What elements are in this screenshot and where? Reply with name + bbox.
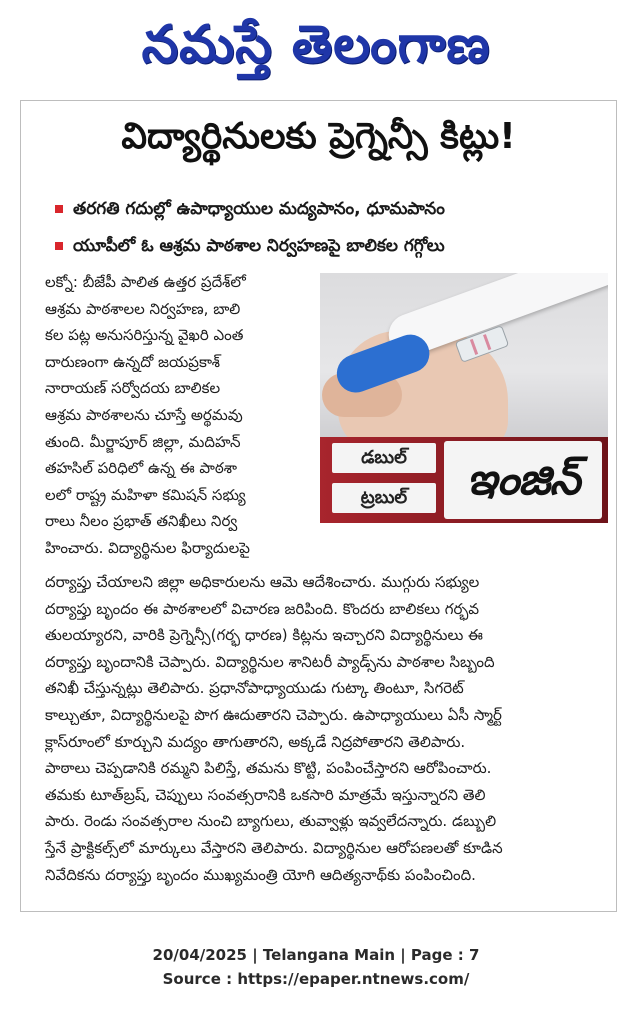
body-line: నివేదికను దర్యాప్తు బృందం ముఖ్యమంత్రి యోగి ఆదిత్యనాథ్‌కు పంపించింది. [45, 865, 476, 884]
article-headline: విద్యార్థినులకు ప్రెగ్నెన్సీ కిట్లు! [121, 116, 516, 157]
double-trouble-banner [320, 437, 608, 523]
article-clipping [20, 100, 617, 912]
body-line: లక్నో: బీజేపీ పాలిత ఉత్తర ప్రదేశ్‌లో [45, 273, 246, 291]
body-line: దర్యాప్తు చేయాలని జిల్లా అధికారులను ఆమె ఆదేశించారు. ముగ్గురు సభ్యుల [45, 573, 480, 591]
footer-date-edition: 20/04/2025 | Telangana Main | Page : 7 [152, 946, 480, 964]
pregnancy-test-photo [320, 273, 608, 437]
body-line: హించారు. విద్యార్థినుల ఫిర్యాదులపై [45, 538, 250, 557]
banner-label-trouble: ట్రబుల్ [332, 483, 436, 513]
body-line: క్లాస్‌రూంలో కూర్చుని మద్యం తాగుతారని, అక్కడే నిద్రపోతారని తెలిపారు. [45, 732, 466, 751]
body-line: స్తేనే ప్రాక్టికల్స్‌లో మార్కులు వేస్తారని తెలిపారు. విద్యార్థినుల ఆరోపణలతో కూడిన [45, 838, 503, 857]
body-line: ఆశ్రమ పాఠశాలల నిర్వహణ, బాలి [45, 299, 241, 318]
bullet-square-icon [55, 242, 63, 250]
body-line: పాఠాలు చెప్పడానికి రమ్మని పిలిస్తే, తమను కొట్టి, పంపించేస్తారని ఆరోపించారు. [45, 759, 492, 778]
body-line: ఆశ్రమ పాఠశాలను చూస్తే అర్థమవు [45, 405, 243, 424]
body-line: రాలు నీలం ప్రభాత్ తనిఖీలు నిర్వ [45, 512, 238, 531]
body-text-column [45, 269, 313, 562]
body-line: కల పట్ల అనుసరిస్తున్న వైఖరి ఎంత [45, 326, 244, 345]
body-line: కాల్చుతూ, విద్యార్థినులపై పొగ ఊదుతారని చెప్పారు. ఉపాధ్యాయులు ఏసీ స్మార్ట్ [45, 705, 502, 724]
masthead-title: నమస్తే తెలంగాణ [141, 15, 491, 75]
body-line: దర్యాప్తు బృందం ఈ పాఠశాలలో విచారణ జరిపింది. కొందరు బాలికలు గర్భవ [45, 599, 480, 618]
deck-line [55, 234, 610, 258]
deck-text: యూపీలో ఓ ఆశ్రమ పాఠశాల నిర్వహణపై బాలికల గగ్గోలు [73, 236, 445, 256]
body-text-full [45, 569, 610, 888]
body-line: తహసిల్ పరిధిలో ఉన్న ఈ పాఠశా [45, 459, 237, 478]
deck-line [55, 197, 610, 221]
body-line: తనిఖీ చేస్తున్నట్లు తెలిపారు. ప్రధానోపాధ్యాయుడు గుట్కా తింటూ, సిగరెట్ [45, 679, 464, 698]
body-line: తుంది. మీర్జాపూర్ జిల్లా, మదిహన్ [45, 432, 241, 451]
banner-engine-text: ఇంజిన్ [444, 441, 602, 519]
body-line: లలో రాష్ట్ర మహిళా కమిషన్ సభ్యు [45, 485, 246, 504]
footer-source: Source : https://epaper.ntnews.com/ [162, 970, 470, 988]
body-line: దారుణంగా ఉన్నదో జయప్రకాశ్ [45, 352, 221, 371]
bullet-square-icon [55, 205, 63, 213]
body-line: పారు. రెండు సంవత్సరాల నుంచి బ్యాగులు, తువ్వాళ్లు ఇవ్వలేదన్నారు. డబ్బులి [45, 812, 497, 831]
body-line: నారాయణ్ సర్వోదయ బాలికల [45, 379, 221, 398]
deck-text: తరగతి గదుల్లో ఉపాధ్యాయుల మద్యపానం, ధూమపానం [73, 199, 445, 219]
body-line: తులయ్యారని, వారికి ప్రెగ్నెన్సీ(గర్భ ధారణ) కిట్లను ఇచ్చారని విద్యార్థినులు ఈ [45, 626, 483, 645]
body-line: తమకు టూత్‌బ్రష్, చెప్పులు సంవత్సరానికి ఒకసారి మాత్రమే ఇస్తున్నారని తెలి [45, 785, 486, 804]
banner-label-double: డబుల్ [332, 443, 436, 473]
body-line: దర్యాప్తు బృందానికి చెప్పారు. విద్యార్థినుల శానిటరీ ప్యాడ్స్‌ను పాఠశాల సిబ్బంది [45, 652, 495, 671]
masthead [0, 0, 632, 90]
